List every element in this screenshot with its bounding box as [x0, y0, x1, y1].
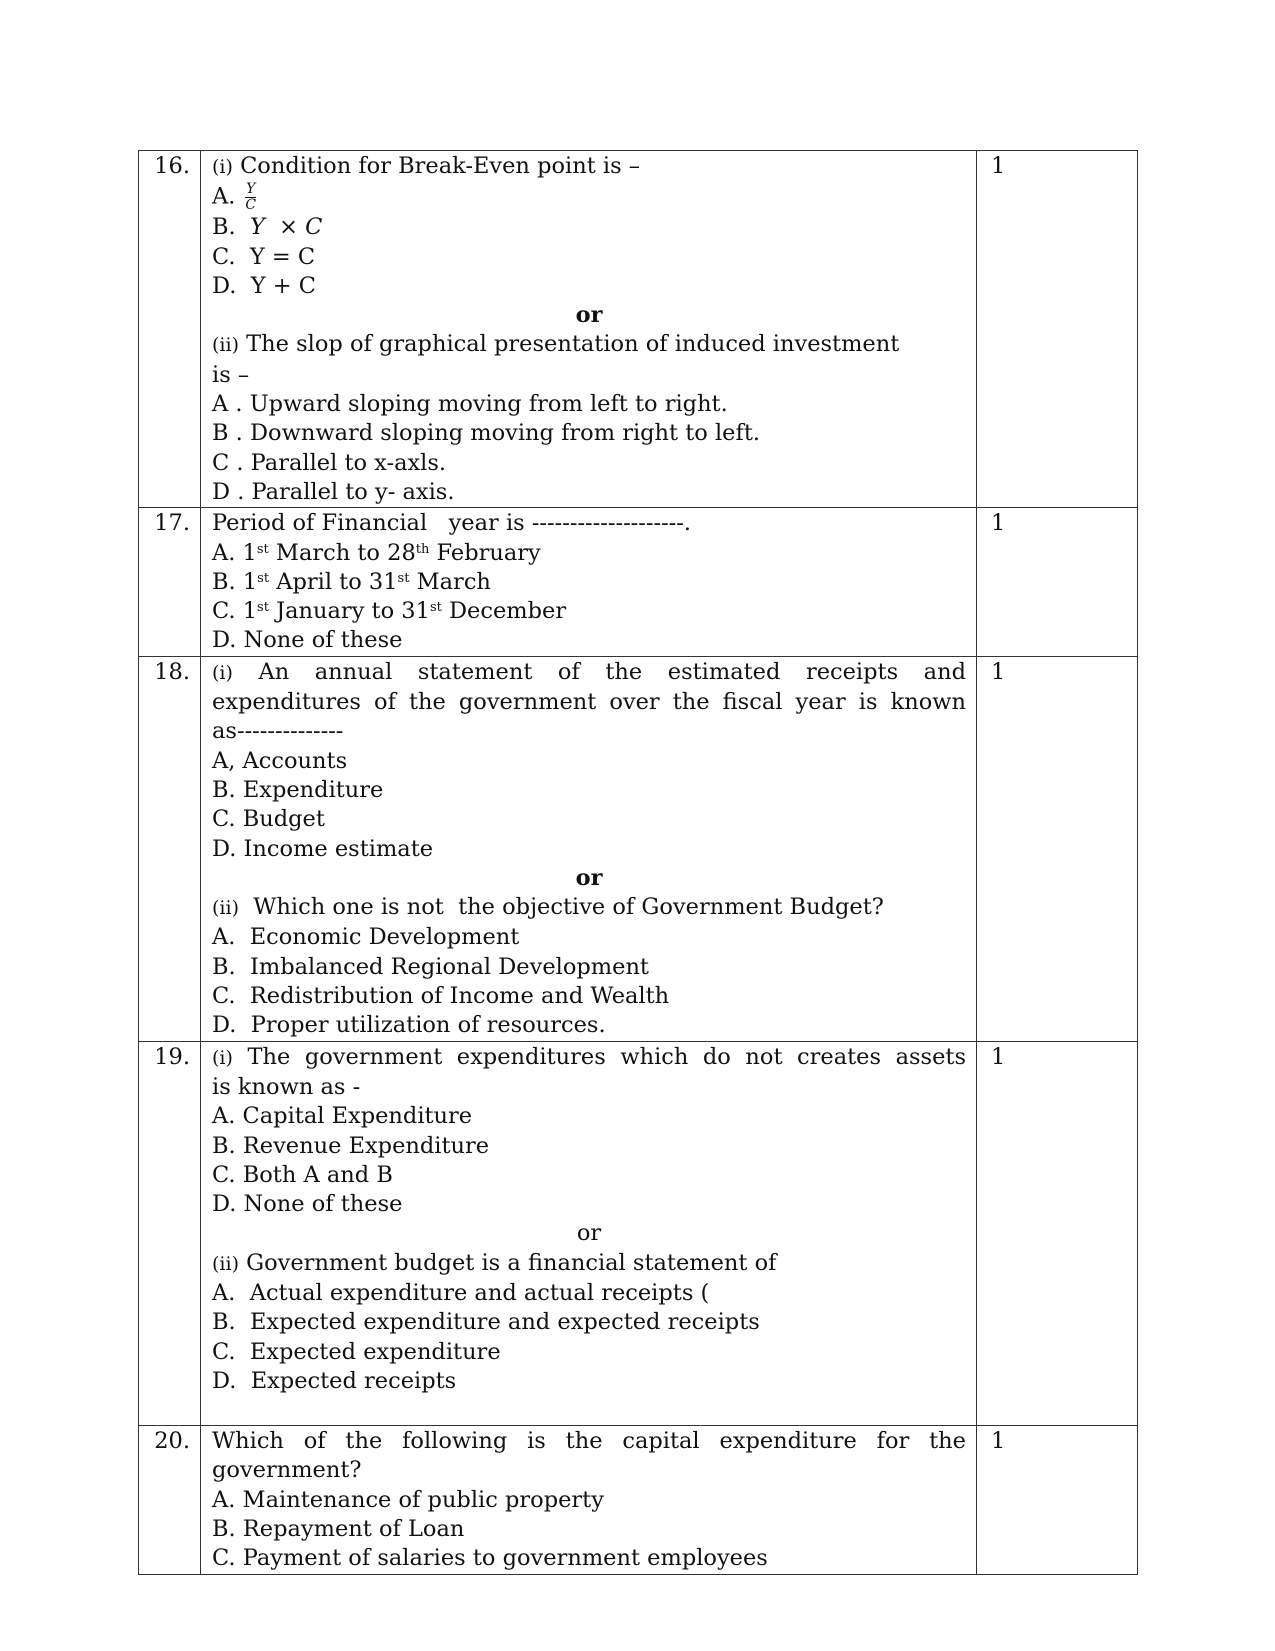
question-number: 20.	[139, 1426, 201, 1574]
question-stem: (i) Condition for Break-Even point is –	[212, 153, 641, 179]
question-marks: 1	[977, 508, 1138, 656]
question-stem: (ii) Government budget is a financial statement of	[212, 1249, 777, 1276]
option-d: D. Proper utilization of resources.	[212, 1012, 606, 1039]
option-b: B. 1st April to 31st March	[212, 568, 491, 595]
question-row-20	[139, 1426, 1138, 1574]
option-c: C. Expected expenditure	[212, 1338, 501, 1365]
option-d: D . Parallel to y- axis.	[212, 478, 455, 505]
option-a: A. Maintenance of public property	[212, 1486, 604, 1513]
option-b: B. Imbalanced Regional Development	[212, 953, 649, 980]
question-stem-cont: government?	[212, 1457, 362, 1484]
question-stem-cont: expenditures of the government over the fiscal year is known	[212, 689, 966, 716]
option-b: B. Repayment of Loan	[212, 1516, 465, 1543]
option-d: D. Expected receipts	[212, 1367, 457, 1394]
option-d: D. None of these	[212, 627, 403, 654]
option-a: A, Accounts	[212, 747, 348, 774]
option-a: A. $\frac{Y}{C}$	[212, 181, 257, 214]
fraction-y-over-c: $\frac{Y}{C}$	[245, 181, 257, 214]
option-c: C. Budget	[212, 806, 325, 833]
question-stem: (i) An annual statement of the estimated receipts and	[212, 658, 966, 685]
question-row-17	[139, 508, 1138, 656]
question-number: 18.	[139, 656, 201, 1041]
question-number: 17.	[139, 508, 201, 656]
or-separator: or	[575, 864, 603, 891]
question-stem: Which of the following is the capital expenditure for the	[212, 1428, 966, 1455]
option-b: B. Expected expenditure and expected receipts	[212, 1309, 760, 1336]
option-b: B . Downward sloping moving from right to left.	[212, 420, 761, 447]
question-body	[201, 656, 977, 1041]
option-c: C. Redistribution of Income and Wealth	[212, 983, 670, 1010]
option-c: C. Payment of salaries to government employees	[212, 1545, 768, 1572]
question-marks: 1	[977, 1426, 1138, 1574]
question-row-18	[139, 656, 1138, 1041]
option-c: C. 1st January to 31st December	[212, 598, 567, 625]
question-stem: (ii) Which one is not the objective of Government Budget?	[212, 894, 884, 921]
question-stem: (ii) The slop of graphical presentation of induced investment	[212, 331, 900, 358]
question-body	[201, 1426, 977, 1574]
question-stem: (i) The government expenditures which do not creates assets	[212, 1043, 967, 1070]
option-a: A. Economic Development	[212, 924, 520, 951]
or-separator: or	[576, 1220, 602, 1247]
option-b: B. Revenue Expenditure	[212, 1132, 490, 1159]
option-a: A. 1st March to 28th February	[212, 539, 541, 566]
option-c: C. Y = C	[212, 243, 316, 270]
question-stem: Period of Financial year is --------------------.	[212, 510, 692, 537]
question-number: 16.	[139, 151, 201, 508]
question-stem-cont: as--------------	[212, 718, 344, 745]
option-d: D. Y + C	[212, 272, 316, 299]
option-a: A. Actual expenditure and actual receipts (	[212, 1279, 710, 1306]
question-table	[138, 150, 1138, 1575]
question-stem-cont: is –	[212, 361, 250, 388]
question-marks: 1	[977, 656, 1138, 1041]
option-d: D. None of these	[212, 1191, 403, 1218]
or-separator: or	[575, 302, 603, 329]
question-body	[201, 1041, 977, 1426]
question-marks: 1	[977, 151, 1138, 508]
question-stem-cont: is known as -	[212, 1073, 361, 1100]
option-c: C. Both A and B	[212, 1161, 393, 1188]
option-a: A. Capital Expenditure	[212, 1103, 473, 1130]
option-d: D. Income estimate	[212, 835, 434, 862]
question-number: 19.	[139, 1041, 201, 1426]
option-b: B. Expenditure	[212, 776, 384, 803]
option-a: A . Upward sloping moving from left to right.	[212, 391, 728, 418]
blank-line	[212, 1396, 966, 1425]
question-marks: 1	[977, 1041, 1138, 1426]
question-body	[201, 508, 977, 656]
question-row-16	[139, 151, 1138, 508]
question-body	[201, 151, 977, 508]
option-b: B. Y × C	[212, 214, 323, 241]
question-row-19	[139, 1041, 1138, 1426]
option-c: C . Parallel to x-axls.	[212, 449, 447, 476]
